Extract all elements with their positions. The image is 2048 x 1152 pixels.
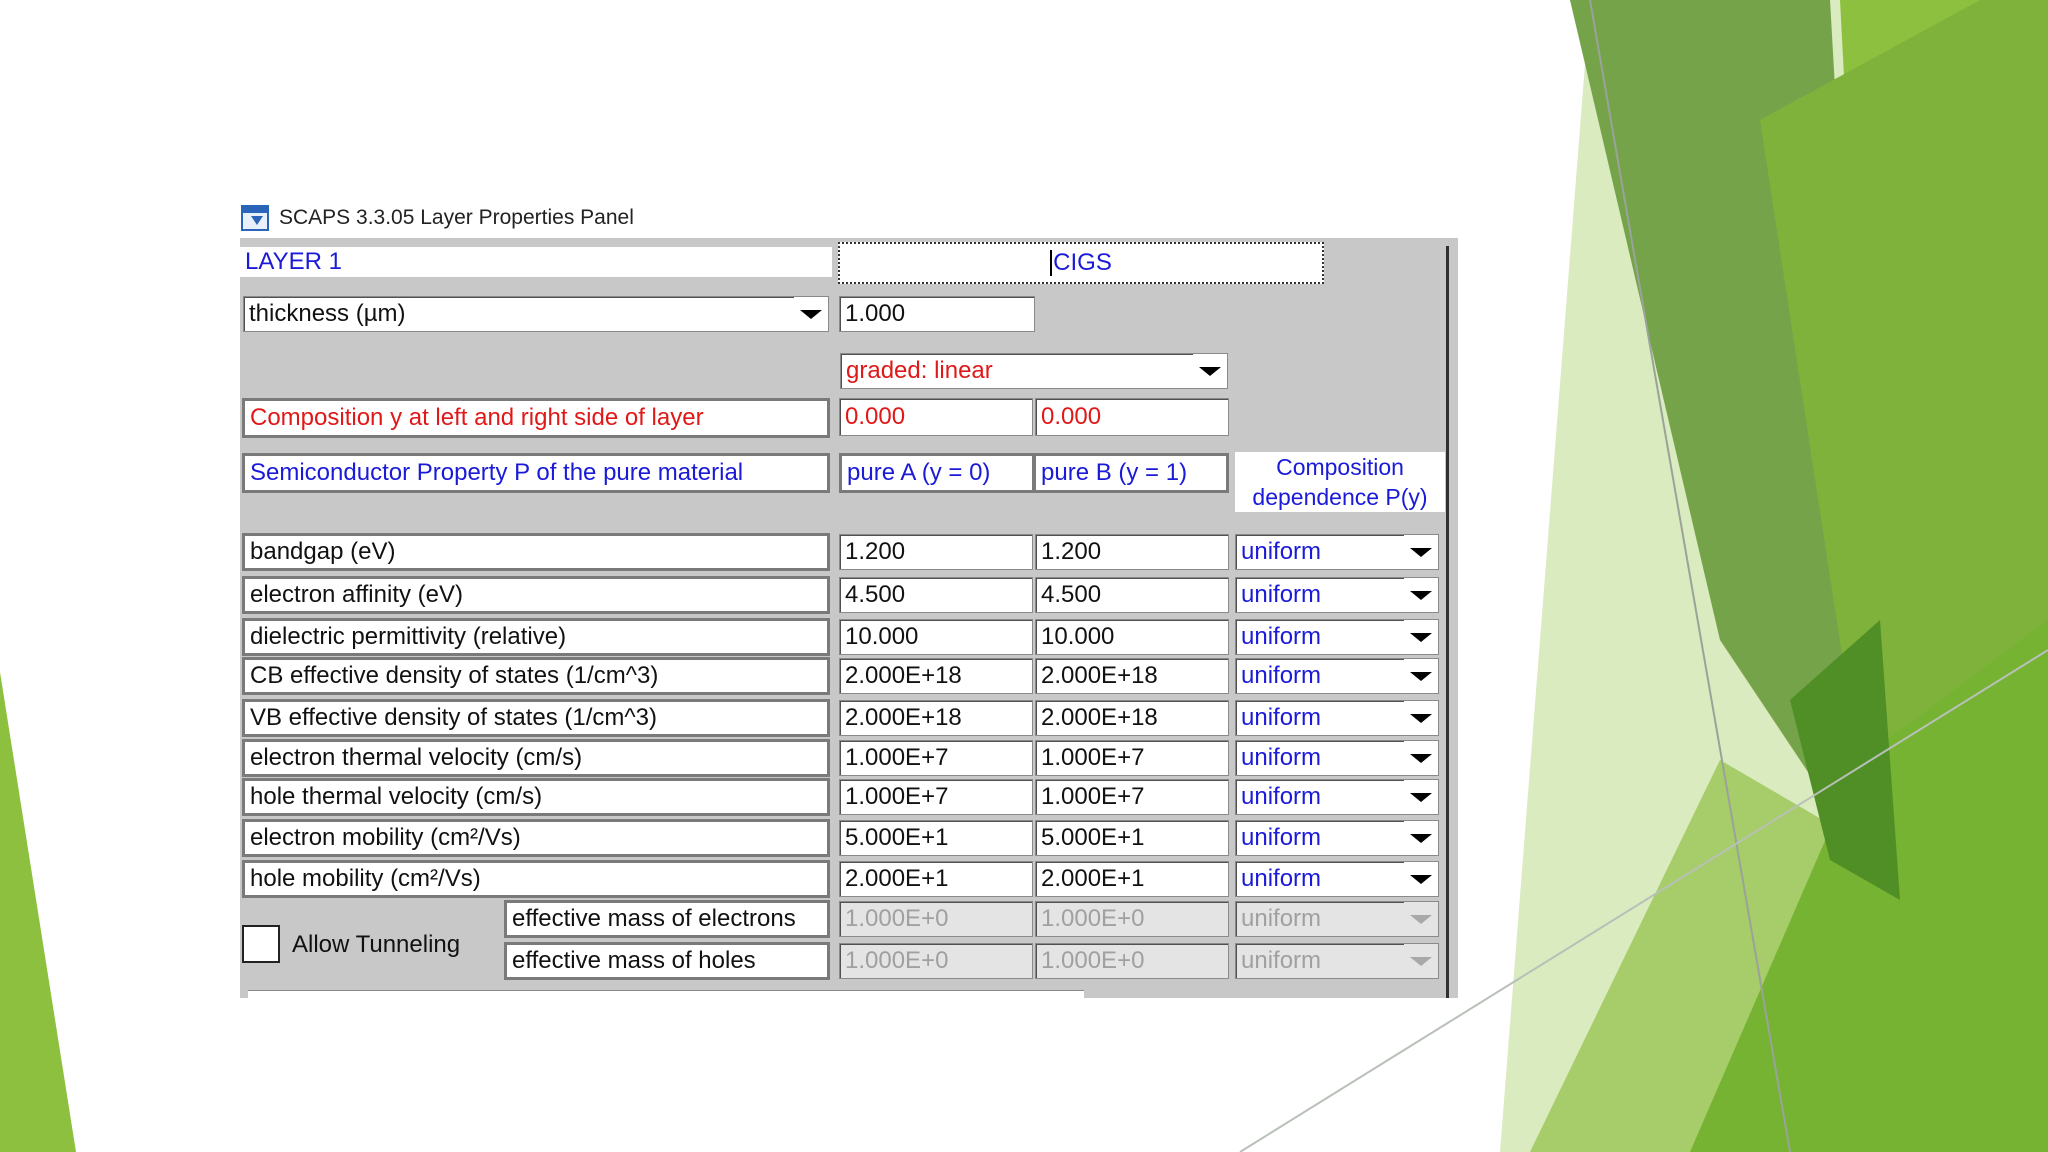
dependence-dropdown[interactable] xyxy=(1235,740,1439,776)
property-b-input[interactable]: 1.200 xyxy=(1035,534,1229,570)
allow-tunneling-label: Allow Tunneling xyxy=(292,931,461,958)
property-label: dielectric permittivity (relative) xyxy=(242,618,830,656)
property-a-input[interactable]: 5.000E+1 xyxy=(839,820,1033,856)
property-label: electron affinity (eV) xyxy=(242,576,830,614)
dependence-value: uniform xyxy=(1241,662,1322,689)
dependence-dropdown[interactable] xyxy=(1235,534,1439,570)
property-a-input[interactable]: 1.200 xyxy=(839,534,1033,570)
property-b-input[interactable]: 4.500 xyxy=(1035,577,1229,613)
pure-b-header: pure B (y = 1) xyxy=(1033,453,1229,493)
composition-left-input[interactable]: 0.000 xyxy=(839,398,1033,436)
window-title: SCAPS 3.3.05 Layer Properties Panel xyxy=(279,206,634,229)
dependence-value: uniform xyxy=(1241,623,1322,650)
layer-name: LAYER 1 xyxy=(240,247,832,277)
property-header-label: Semiconductor Property P of the pure material xyxy=(242,453,830,493)
thickness-label: thickness (µm) xyxy=(249,300,406,327)
chevron-down-icon[interactable] xyxy=(1404,862,1438,896)
property-label: VB effective density of states (1/cm^3) xyxy=(242,699,830,737)
grading-value: graded: linear xyxy=(846,357,993,384)
dependence-value: uniform xyxy=(1241,538,1322,565)
property-b-input[interactable]: 5.000E+1 xyxy=(1035,820,1229,856)
chevron-down-icon[interactable] xyxy=(1193,354,1227,388)
tunneling-b-input[interactable]: 1.000E+0 xyxy=(1035,901,1229,937)
property-a-input[interactable]: 10.000 xyxy=(839,619,1033,655)
composition-right-input[interactable]: 0.000 xyxy=(1035,398,1229,436)
dependence-value: uniform xyxy=(1241,744,1322,771)
dependence-value: uniform xyxy=(1241,824,1322,851)
material-name-value: CIGS xyxy=(1053,249,1112,276)
property-label: bandgap (eV) xyxy=(242,533,830,571)
property-b-input[interactable]: 1.000E+7 xyxy=(1035,779,1229,815)
property-a-input[interactable]: 1.000E+7 xyxy=(839,740,1033,776)
tunneling-a-input[interactable]: 1.000E+0 xyxy=(839,943,1033,979)
dependence-header-line1: Composition xyxy=(1276,454,1404,480)
layer-properties-panel xyxy=(240,238,1458,998)
property-label: electron mobility (cm²/Vs) xyxy=(242,819,830,857)
dependence-dropdown[interactable] xyxy=(1235,619,1439,655)
property-a-input[interactable]: 2.000E+18 xyxy=(839,700,1033,736)
property-label: CB effective density of states (1/cm^3) xyxy=(242,657,830,695)
dependence-dropdown[interactable] xyxy=(1235,861,1439,897)
composition-dependence-header xyxy=(1235,452,1445,512)
thickness-dropdown[interactable] xyxy=(243,296,829,332)
property-label: electron thermal velocity (cm/s) xyxy=(242,739,830,777)
property-a-input[interactable]: 1.000E+7 xyxy=(839,779,1033,815)
tunneling-label: effective mass of electrons xyxy=(504,900,830,938)
dependence-value: uniform xyxy=(1241,865,1322,892)
tunneling-a-input[interactable]: 1.000E+0 xyxy=(839,901,1033,937)
chevron-down-icon[interactable] xyxy=(1404,944,1438,978)
chevron-down-icon[interactable] xyxy=(1404,659,1438,693)
dependence-value: uniform xyxy=(1241,947,1322,974)
property-b-input[interactable]: 2.000E+1 xyxy=(1035,861,1229,897)
dependence-value: uniform xyxy=(1241,905,1322,932)
partial-field-bottom[interactable] xyxy=(248,990,1084,998)
property-b-input[interactable]: 2.000E+18 xyxy=(1035,700,1229,736)
property-b-input[interactable]: 10.000 xyxy=(1035,619,1229,655)
dependence-value: uniform xyxy=(1241,783,1322,810)
dependence-value: uniform xyxy=(1241,581,1322,608)
dependence-dropdown[interactable] xyxy=(1235,658,1439,694)
dependence-dropdown[interactable] xyxy=(1235,820,1439,856)
tunneling-dependence-dropdown[interactable] xyxy=(1235,901,1439,937)
dependence-dropdown[interactable] xyxy=(1235,577,1439,613)
chevron-down-icon[interactable] xyxy=(1404,780,1438,814)
chevron-down-icon[interactable] xyxy=(1404,902,1438,936)
tunneling-dependence-dropdown[interactable] xyxy=(1235,943,1439,979)
chevron-down-icon[interactable] xyxy=(1404,535,1438,569)
allow-tunneling-checkbox[interactable] xyxy=(242,925,280,963)
green-shape-left xyxy=(0,672,76,1152)
grading-dropdown[interactable] xyxy=(840,353,1228,389)
app-window-icon xyxy=(241,205,269,231)
property-a-input[interactable]: 2.000E+1 xyxy=(839,861,1033,897)
window-title-bar xyxy=(241,201,634,235)
dependence-header-line2: dependence P(y) xyxy=(1252,484,1428,510)
panel-divider xyxy=(1446,246,1449,998)
chevron-down-icon[interactable] xyxy=(1404,578,1438,612)
chevron-down-icon[interactable] xyxy=(1404,741,1438,775)
material-name-field[interactable] xyxy=(838,242,1324,284)
property-a-input[interactable]: 4.500 xyxy=(839,577,1033,613)
property-b-input[interactable]: 2.000E+18 xyxy=(1035,658,1229,694)
dependence-value: uniform xyxy=(1241,704,1322,731)
chevron-down-icon[interactable] xyxy=(1404,701,1438,735)
dependence-dropdown[interactable] xyxy=(1235,700,1439,736)
chevron-down-icon[interactable] xyxy=(1404,620,1438,654)
tunneling-label: effective mass of holes xyxy=(504,942,830,980)
composition-label: Composition y at left and right side of layer xyxy=(242,398,830,438)
property-label: hole mobility (cm²/Vs) xyxy=(242,860,830,898)
text-caret xyxy=(1050,250,1052,276)
chevron-down-icon[interactable] xyxy=(794,297,828,331)
tunneling-b-input[interactable]: 1.000E+0 xyxy=(1035,943,1229,979)
pure-a-header: pure A (y = 0) xyxy=(839,453,1035,493)
property-b-input[interactable]: 1.000E+7 xyxy=(1035,740,1229,776)
chevron-down-icon[interactable] xyxy=(1404,821,1438,855)
property-a-input[interactable]: 2.000E+18 xyxy=(839,658,1033,694)
dependence-dropdown[interactable] xyxy=(1235,779,1439,815)
thickness-input[interactable]: 1.000 xyxy=(839,296,1035,332)
property-label: hole thermal velocity (cm/s) xyxy=(242,778,830,816)
